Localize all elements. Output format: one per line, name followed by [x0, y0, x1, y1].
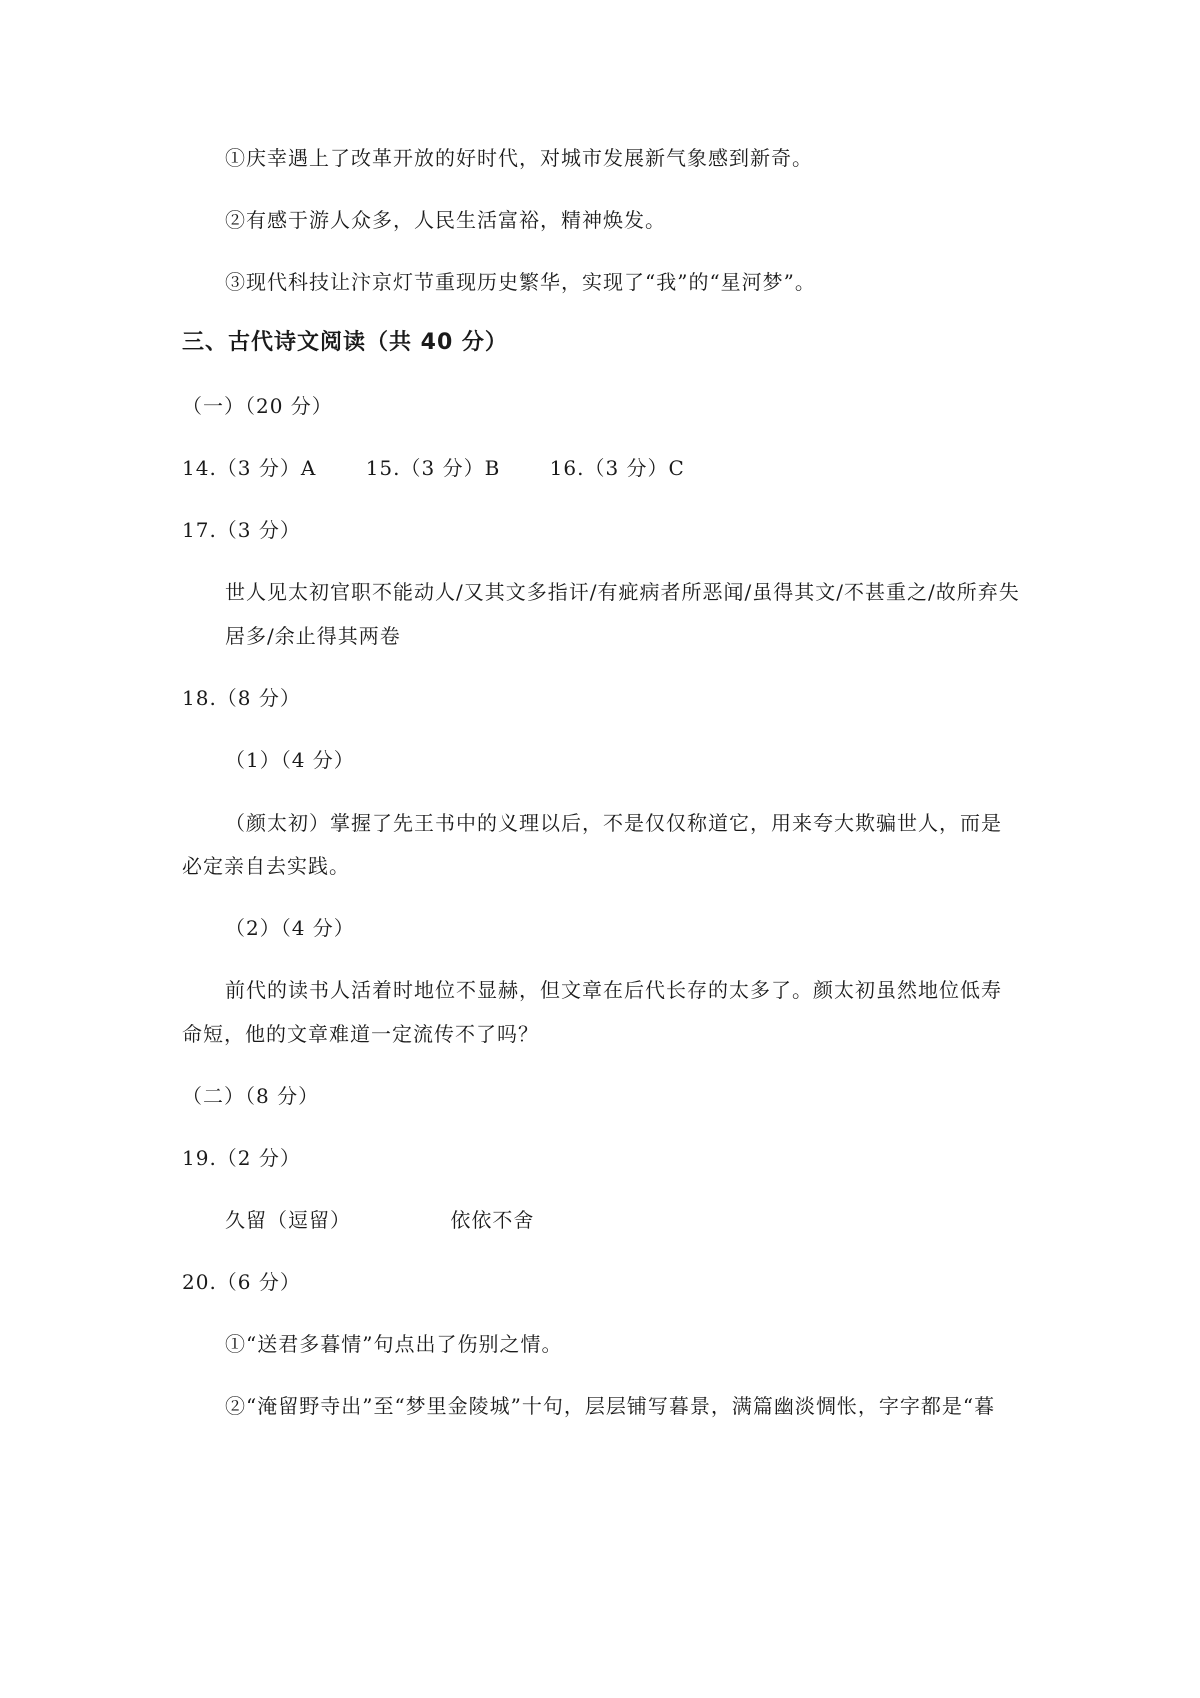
q14-answer: 14.（3 分）A [182, 456, 317, 480]
q17-answer-line-2: 居多/余止得其两卷 [225, 624, 401, 648]
section2-item-2: ②有感于游人众多，人民生活富裕，精神焕发。 [225, 208, 666, 232]
q18-sub2-line-1: 前代的读书人活着时地位不显赫，但文章在后代长存的太多了。颜太初虽然地位低寿 [225, 978, 1002, 1002]
part1-label: （一）（20 分） [182, 394, 333, 418]
q18-label: 18.（8 分） [182, 686, 301, 710]
q20-item-2: ②“淹留野寺出”至“梦里金陵城”十句，层层铺写暮景，满篇幽淡惆怅，字字都是“暮 [225, 1394, 996, 1418]
q16-answer: 16.（3 分）C [549, 456, 685, 480]
q18-sub1-line-1: （颜太初）掌握了先王书中的义理以后，不是仅仅称道它，用来夸大欺骗世人，而是 [225, 811, 1002, 835]
q18-sub1-line-2: 必定亲自去实践。 [182, 854, 350, 878]
q15-answer: 15.（3 分）B [365, 456, 501, 480]
q19-answer-a: 久留（逗留） [225, 1208, 351, 1232]
q18-sub1-label: （1）（4 分） [225, 748, 355, 772]
q19-answer-b: 依依不舍 [450, 1208, 535, 1232]
q17-label: 17.（3 分） [182, 518, 301, 542]
q19-answers [225, 1208, 534, 1232]
q18-sub2-label: （2）（4 分） [225, 916, 355, 940]
section2-item-3: ③现代科技让汴京灯节重现历史繁华，实现了“我”的“星河梦”。 [225, 270, 816, 294]
section2-item-1: ①庆幸遇上了改革开放的好时代，对城市发展新气象感到新奇。 [225, 146, 813, 170]
q14-16-answers [182, 456, 685, 480]
q20-label: 20.（6 分） [182, 1270, 301, 1294]
part2-label: （二）（8 分） [182, 1084, 320, 1108]
section3-heading: 三、古代诗文阅读（共 40 分） [182, 330, 508, 355]
q19-label: 19.（2 分） [182, 1146, 301, 1170]
q18-sub2-line-2: 命短，他的文章难道一定流传不了吗？ [182, 1022, 539, 1046]
q17-answer-line-1: 世人见太初官职不能动人/又其文多指讦/有疵病者所恶闻/虽得其文/不甚重之/故所弃失 [225, 580, 1020, 604]
q20-item-1: ①“送君多暮情”句点出了伤别之情。 [225, 1332, 563, 1356]
